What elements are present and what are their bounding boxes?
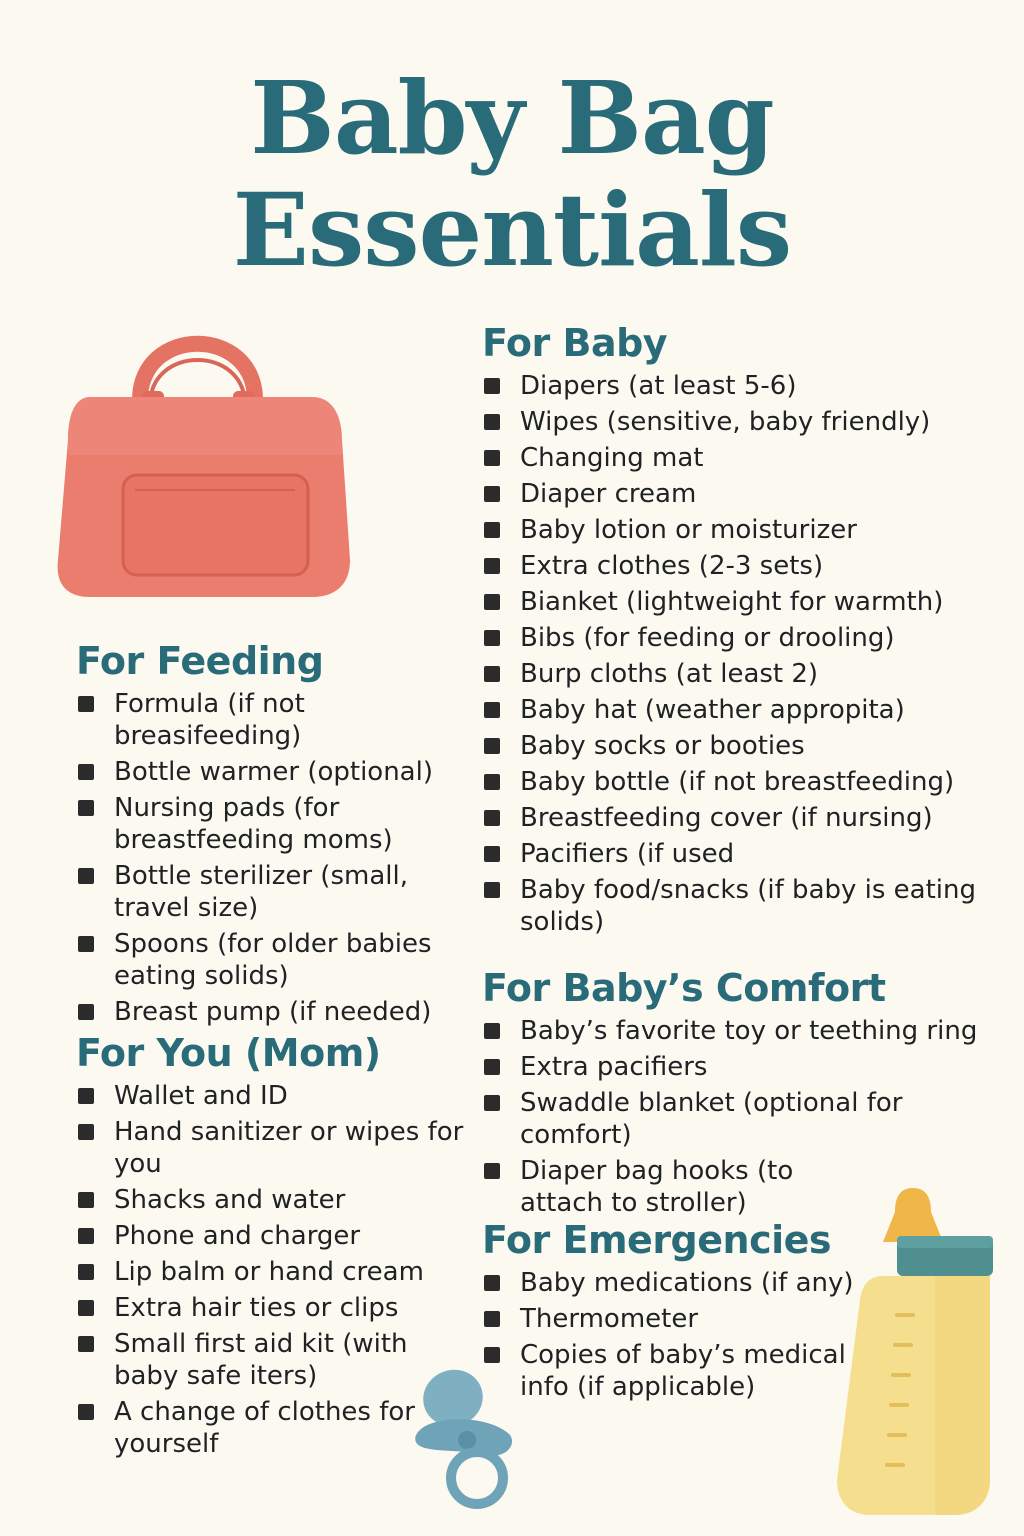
square-bullet-icon bbox=[484, 594, 500, 610]
square-bullet-icon bbox=[78, 1336, 94, 1352]
square-bullet-icon bbox=[78, 868, 94, 884]
list-item: Changing mat bbox=[482, 442, 1002, 474]
list-item: Swaddle blanket (optional for comfort) bbox=[482, 1087, 1002, 1151]
list-item: Baby food/snacks (if baby is eating solids) bbox=[482, 874, 1002, 938]
list-item: Bottle warmer (optional) bbox=[76, 756, 476, 788]
square-bullet-icon bbox=[484, 666, 500, 682]
square-bullet-icon bbox=[484, 1347, 500, 1363]
title-line-1: Baby Bag bbox=[250, 59, 774, 177]
list-item: Extra pacifiers bbox=[482, 1051, 1002, 1083]
square-bullet-icon bbox=[78, 1264, 94, 1280]
square-bullet-icon bbox=[78, 1300, 94, 1316]
list-item: Burp cloths (at least 2) bbox=[482, 658, 1002, 690]
square-bullet-icon bbox=[484, 486, 500, 502]
list-item: Pacifiers (if used bbox=[482, 838, 1002, 870]
list-item: Hand sanitizer or wipes for you bbox=[76, 1116, 476, 1180]
list-item: Breast pump (if needed) bbox=[76, 996, 476, 1028]
square-bullet-icon bbox=[484, 1095, 500, 1111]
list-item: Bottle sterilizer (small, travel size) bbox=[76, 860, 476, 924]
list-item: Spoons (for older babies eating solids) bbox=[76, 928, 476, 992]
section-for-feeding bbox=[76, 638, 476, 1032]
square-bullet-icon bbox=[78, 764, 94, 780]
title-line-2: Essentials bbox=[232, 171, 792, 289]
square-bullet-icon bbox=[78, 1124, 94, 1140]
square-bullet-icon bbox=[484, 1163, 500, 1179]
section-heading-emergencies: For Emergencies bbox=[482, 1218, 832, 1262]
square-bullet-icon bbox=[484, 378, 500, 394]
section-for-babys-comfort bbox=[482, 965, 1002, 1223]
square-bullet-icon bbox=[484, 882, 500, 898]
page-title bbox=[0, 59, 1024, 289]
square-bullet-icon bbox=[78, 1228, 94, 1244]
list-item: Breastfeeding cover (if nursing) bbox=[482, 802, 1002, 834]
square-bullet-icon bbox=[78, 1004, 94, 1020]
list-item: Extra clothes (2-3 sets) bbox=[482, 550, 1002, 582]
square-bullet-icon bbox=[484, 450, 500, 466]
square-bullet-icon bbox=[78, 1192, 94, 1208]
list-item: Lip balm or hand cream bbox=[76, 1256, 476, 1288]
list-item: Thermometer bbox=[482, 1303, 862, 1335]
section-for-mom bbox=[76, 1030, 476, 1464]
baby-list bbox=[482, 370, 1002, 938]
list-item: Small first aid kit (with baby safe iters) bbox=[76, 1328, 476, 1392]
list-item: Bianket (lightweight for warmth) bbox=[482, 586, 1002, 618]
list-item: Formula (if not breasifeeding) bbox=[76, 688, 476, 752]
comfort-list bbox=[482, 1015, 1002, 1219]
list-item: A change of clothes for yourself bbox=[76, 1396, 476, 1460]
mom-list bbox=[76, 1080, 476, 1460]
list-item: Diaper cream bbox=[482, 478, 1002, 510]
list-item: Wallet and ID bbox=[76, 1080, 476, 1112]
list-item: Shacks and water bbox=[76, 1184, 476, 1216]
square-bullet-icon bbox=[484, 774, 500, 790]
square-bullet-icon bbox=[78, 1404, 94, 1420]
list-item: Baby bottle (if not breastfeeding) bbox=[482, 766, 1002, 798]
square-bullet-icon bbox=[484, 810, 500, 826]
feeding-list bbox=[76, 688, 476, 1028]
list-item: Wipes (sensitive, baby friendly) bbox=[482, 406, 1002, 438]
list-item: Diapers (at least 5-6) bbox=[482, 370, 1002, 402]
square-bullet-icon bbox=[484, 630, 500, 646]
square-bullet-icon bbox=[484, 702, 500, 718]
square-bullet-icon bbox=[484, 1059, 500, 1075]
section-for-emergencies bbox=[482, 1217, 862, 1407]
diaper-bag-icon bbox=[50, 305, 360, 605]
list-item: Phone and charger bbox=[76, 1220, 476, 1252]
square-bullet-icon bbox=[484, 1311, 500, 1327]
square-bullet-icon bbox=[78, 1088, 94, 1104]
list-item: Baby socks or booties bbox=[482, 730, 1002, 762]
section-for-baby bbox=[482, 320, 1002, 942]
list-item: Bibs (for feeding or drooling) bbox=[482, 622, 1002, 654]
square-bullet-icon bbox=[78, 936, 94, 952]
list-item: Nursing pads (for breastfeeding moms) bbox=[76, 792, 476, 856]
square-bullet-icon bbox=[78, 696, 94, 712]
list-item: Extra hair ties or clips bbox=[76, 1292, 476, 1324]
square-bullet-icon bbox=[78, 800, 94, 816]
section-heading-baby: For Baby bbox=[482, 321, 668, 365]
list-item: Baby lotion or moisturizer bbox=[482, 514, 1002, 546]
square-bullet-icon bbox=[484, 1023, 500, 1039]
emergencies-list bbox=[482, 1267, 862, 1403]
list-item: Diaper bag hooks (to attach to stroller) bbox=[482, 1155, 1002, 1219]
section-heading-comfort: For Baby’s Comfort bbox=[482, 966, 886, 1010]
list-item: Copies of baby’s medical info (if applicable) bbox=[482, 1339, 862, 1403]
list-item: Baby hat (weather appropita) bbox=[482, 694, 1002, 726]
square-bullet-icon bbox=[484, 1275, 500, 1291]
square-bullet-icon bbox=[484, 738, 500, 754]
list-item: Baby’s favorite toy or teething ring bbox=[482, 1015, 1002, 1047]
square-bullet-icon bbox=[484, 558, 500, 574]
section-heading-feeding: For Feeding bbox=[76, 639, 324, 683]
square-bullet-icon bbox=[484, 522, 500, 538]
square-bullet-icon bbox=[484, 414, 500, 430]
list-item: Baby medications (if any) bbox=[482, 1267, 862, 1299]
section-heading-mom: For You (Mom) bbox=[76, 1031, 381, 1075]
square-bullet-icon bbox=[484, 846, 500, 862]
